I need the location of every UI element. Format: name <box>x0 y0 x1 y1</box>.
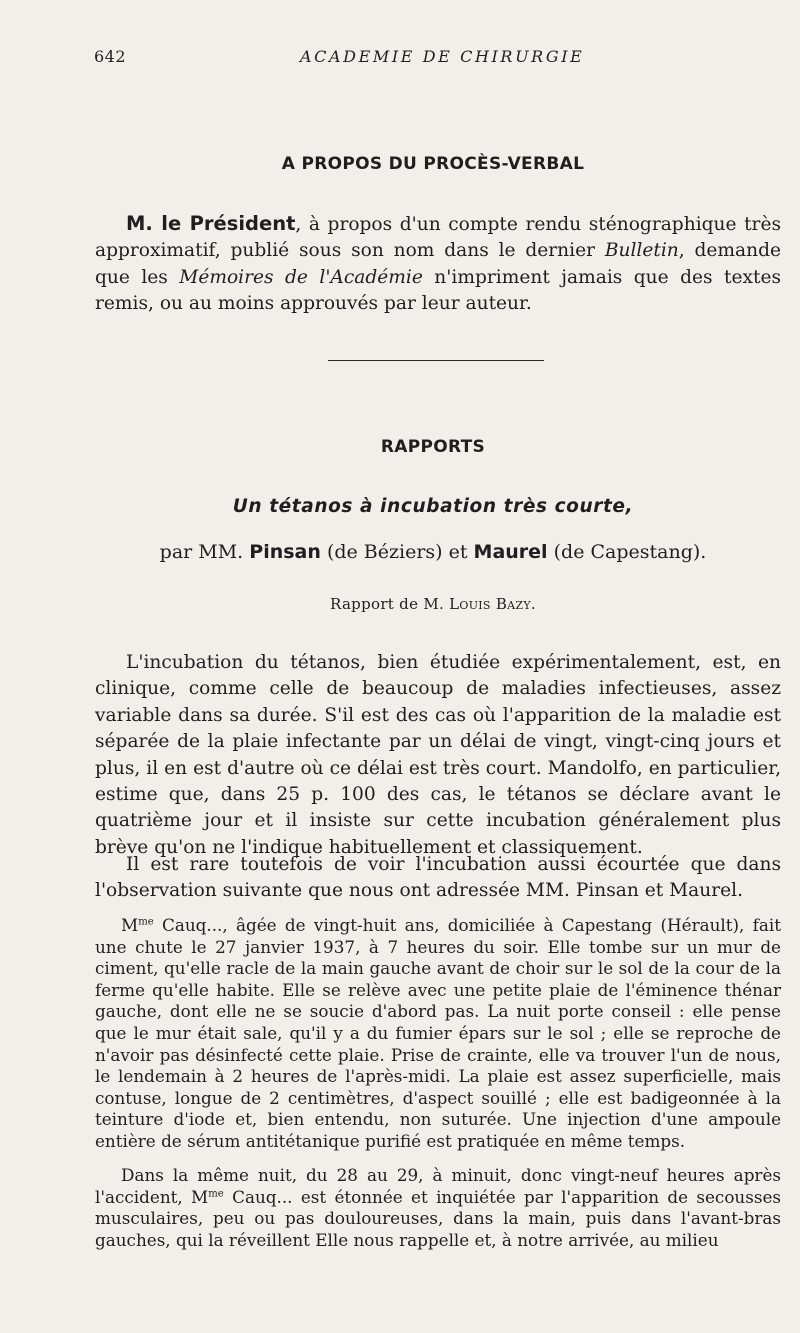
report-author: Louis Bazy. <box>449 595 536 613</box>
president-name: M. le Président <box>126 212 296 235</box>
report-attribution <box>0 595 800 613</box>
rapports-heading: RAPPORTS <box>380 437 486 457</box>
report-prefix: Rapport de M. <box>330 595 445 613</box>
memoires-title: Mémoires de l'Académie <box>179 266 423 288</box>
author-maurel-place: (de Capestang). <box>553 541 707 563</box>
obs1-title-m: M <box>121 915 139 935</box>
author-pinsan: Pinsan <box>249 541 321 563</box>
proces-verbal-heading: A PROPOS DU PROCÈS-VERBAL <box>281 154 585 174</box>
article-byline <box>0 541 800 563</box>
author-pinsan-place: (de Béziers) et <box>326 541 468 563</box>
running-title: ACADEMIE DE CHIRURGIE <box>300 47 585 66</box>
bulletin-title: Bulletin <box>604 240 679 262</box>
obs2-text-a: Dans la même nuit, du 28 au 29, à minuit, donc vingt-neuf heures après l'accident, M <box>95 1165 781 1207</box>
obs2-text-b: Cauq... est étonnée et inquiétée par l'apparition de secousses musculaires, peu ou pas douloureuses, dans la main, puis dans l'avant-bras gauches, qui la réveillent Elle nous rappelle et, à notre arrivée, au milieu <box>95 1186 781 1250</box>
president-paragraph <box>95 211 781 318</box>
observation-paragraph-1 <box>95 915 781 1153</box>
obs2-title-sup: me <box>208 1188 224 1199</box>
page-number: 642 <box>94 47 127 66</box>
body-paragraph-1: L'incubation du tétanos, bien étudiée expérimentalement, est, en clinique, comme celle de beaucoup de maladies infectieuses, assez variable dans sa durée. S'il est des cas où l'apparition de la maladie est séparée de la plaie infectante par un délai de vingt, vingt-cinq jours et plus, il en est d'autre où ce délai est très court. Mandolfo, en particulier, estime que, dans 25 p. 100 des cas, le tétanos se déclare avant le quatrième jour et il insiste sur cette incubation généralement plus brève qu'on ne l'indique habituellement et classiquement. <box>95 652 781 858</box>
author-maurel: Maurel <box>473 541 548 563</box>
president-text-b: , demande que les <box>95 240 781 288</box>
section-divider <box>328 360 544 361</box>
observation-paragraph-2 <box>95 1165 781 1251</box>
obs1-title-sup: me <box>138 916 154 928</box>
running-header <box>94 47 770 71</box>
byline-prefix: par MM. <box>159 541 244 563</box>
body-paragraph-2: Il est rare toutefois de voir l'incubation aussi écourtée que dans l'observation suivante que nous ont adressée MM. Pinsan et Maurel. <box>95 854 781 902</box>
article-title: Un tétanos à incubation très courte, <box>232 496 634 517</box>
president-text-a: , à propos d'un compte rendu sténographique très approximatif, publié sous son nom dans le dernier <box>95 214 781 262</box>
obs1-text: Cauq..., âgée de vingt-huit ans, domiciliée à Capestang (Hérault), fait une chute le 27 janvier 1937, à 7 heures du soir. Elle tombe sur un mur de ciment, qu'elle racle de la main gauche avant de choir sur le sol de la cour de la ferme qu'elle habite. Elle se relève avec une petite plaie de l'éminence thénar gauche, dont elle ne se soucie d'abord pas. La nuit porte conseil : elle pense que le mur était sale, qu'il y a du fumier épars sur le sol ; elle se reproche de n'avoir pas désinfecté cette plaie. Prise de crainte, elle va trouver l'un de nous, le lendemain à 2 heures de l'après-midi. La plaie est assez superficielle, mais contuse, longue de 2 centimètres, d'aspect souillé ; elle est badigeonnée à la teinture d'iode et, bien entendu, non suturée. Une injection d'une ampoule entière de sérum antitétanique purifié est pratiquée en même temps. <box>95 915 781 1151</box>
president-text-c: n'impriment jamais que des textes remis, ou au moins approuvés par leur auteur. <box>95 266 781 315</box>
